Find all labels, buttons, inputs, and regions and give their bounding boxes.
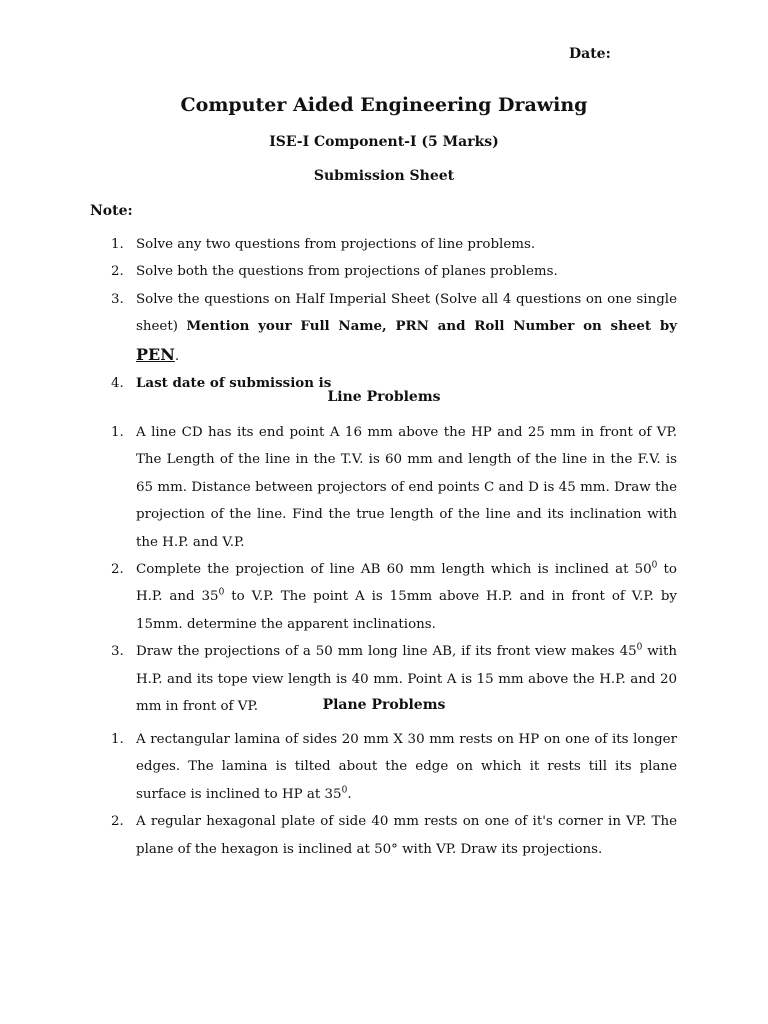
plane-problems-heading: Plane Problems: [322, 697, 446, 713]
note-item-number: 2.: [111, 264, 124, 280]
note-label: Note:: [90, 203, 133, 219]
note-list: [0, 231, 768, 397]
note-item: [0, 231, 768, 258]
problem-number: 1.: [111, 732, 124, 747]
note-item-number: 4.: [111, 376, 124, 392]
note-item-text: Solve any two questions from projections of line problems.: [136, 237, 536, 252]
problem-text: Draw the projections of a 50 mm long line AB, if its front view makes 45: [136, 644, 637, 660]
problem-text: to H.P. and 35: [136, 562, 677, 605]
sheet-name: Submission Sheet: [313, 168, 455, 184]
note-item: [0, 286, 768, 370]
plane-problems-list: [0, 726, 768, 863]
note-item: [0, 258, 768, 285]
note-item-number: 3.: [111, 291, 124, 307]
superscript: 0: [341, 785, 348, 796]
problem-text: A line CD has its end point A 16 mm above the HP and 25 mm in front of VP. The Length of the line in the T.V. is 60 mm and length of the line in the F.V. is 65 mm. Distance between projectors of end points C and D is 45 mm. Draw the projection of the line. Find the true length of the line and its inclination with the H.P. and V.P.: [136, 425, 677, 550]
line-problems-list: [0, 419, 768, 720]
problem-text: .: [347, 786, 352, 802]
superscript: 0: [636, 642, 643, 653]
line-problems-heading: Line Problems: [327, 389, 441, 405]
line-problem-item: [0, 556, 768, 638]
problem-text: A regular hexagonal plate of side 40 mm rests on one of it's corner in VP. The plane of the hexagon is inclined at 50° with VP. Draw its projections.: [136, 814, 677, 857]
date-label: Date:: [569, 46, 611, 62]
note-item-text: Solve the questions on Half Imperial Sheet (Solve all 4 questions on one single sheet): [136, 291, 677, 335]
note-item-text: Solve both the questions from projections of planes problems.: [136, 264, 558, 280]
problem-number: 2.: [111, 814, 124, 830]
superscript: 0: [218, 587, 225, 598]
document-subtitle: ISE-I Component-I (5 Marks): [269, 134, 499, 150]
document-title: Computer Aided Engineering Drawing: [180, 94, 588, 116]
plane-problem-item: [0, 726, 768, 808]
plane-problem-item: [0, 808, 768, 863]
problem-text: A rectangular lamina of sides 20 mm X 30 mm rests on HP on one of its longer edges. The lamina is tilted about the edge on which it rests till its plane surface is inclined to HP at 35: [136, 732, 677, 802]
superscript: 0: [651, 560, 658, 571]
note-item-number: 1.: [111, 237, 124, 252]
note-item-text: Last date of submission is: [136, 375, 332, 392]
problem-text: to V.P. The point A is 15mm above H.P. and in front of V.P. by 15mm. determine the apparent inclinations.: [136, 589, 677, 632]
pen-emphasis: PEN: [136, 344, 175, 364]
problem-text: Complete the projection of line AB 60 mm length which is inclined at 50: [136, 562, 652, 578]
problem-number: 3.: [111, 644, 124, 660]
note-item-emphasis: Mention your Full Name, PRN and Roll Number on sheet by: [186, 318, 677, 335]
problem-text: with H.P. and its tope view length is 40 mm. Point A is 15 mm above the H.P. and 20 mm in front of VP.: [136, 644, 677, 715]
note-item-end: .: [174, 348, 180, 364]
line-problem-item: [0, 419, 768, 556]
problem-number: 2.: [111, 562, 124, 578]
problem-number: 1.: [111, 425, 124, 440]
